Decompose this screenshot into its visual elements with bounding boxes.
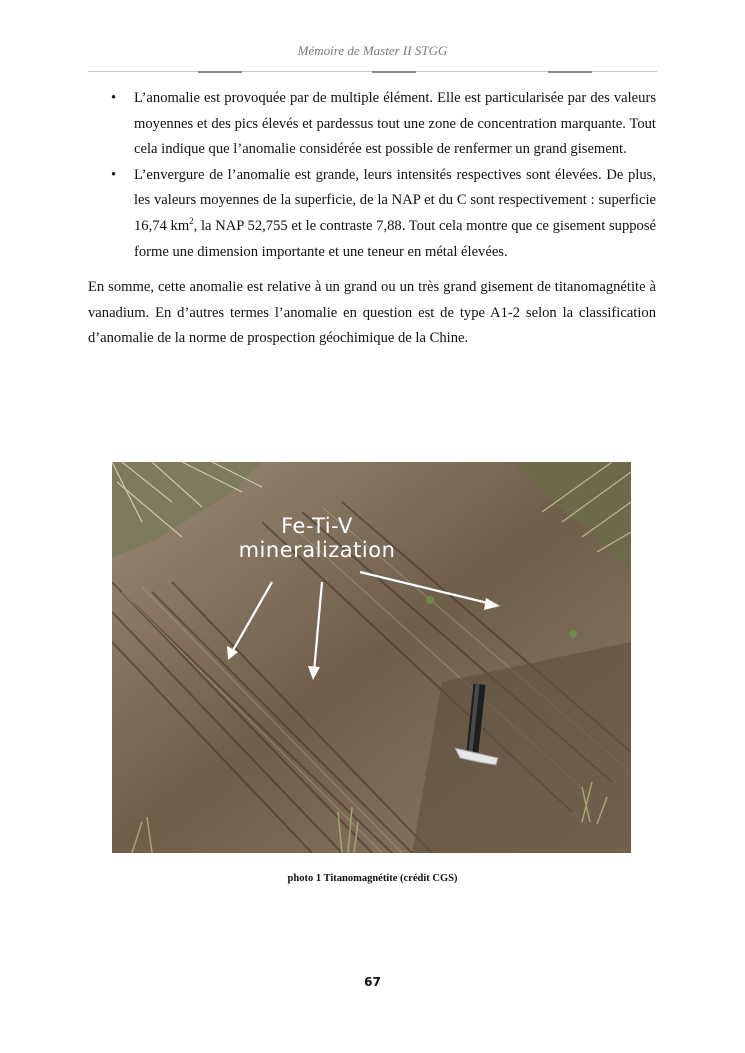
page-number: 67 — [364, 975, 381, 989]
bullet-marker: • — [111, 166, 117, 183]
header-rule-mark — [198, 71, 242, 73]
photo-annotation-label — [232, 514, 402, 562]
bullet-list — [88, 86, 656, 265]
page-body — [88, 86, 656, 352]
bullet-text: L’anomalie est provoquée par de multiple élément. Elle est particularisée par des valeurs moyennes et des pics élevés et pardessus tout une zone de concentration marquante. Tout cela indique que l’anomalie considérée est possible de renfermer un grand gisement. — [134, 90, 656, 158]
photo-label-line1: Fe-Ti-V — [281, 514, 353, 538]
bullet-marker: • — [111, 90, 117, 106]
outcrop-photo — [112, 462, 631, 853]
conclusion-paragraph: En somme, cette anomalie est relative à un grand ou un très grand gisement de titanomagnétite à vanadium. En d’autres termes l’anomalie en question est de type A1-2 selon la classification d’anomalie de la norme de prospection géochimique de la Chine. — [88, 279, 656, 347]
bullet-text-continued: , la NAP 52,755 et le contraste 7,88. Tout cela montre que ce gisement supposé forme une dimension importante et une teneur en métal élevées. — [134, 217, 656, 260]
header-rule-mark — [548, 71, 592, 73]
page-header-title: Mémoire de Master II STGG — [297, 43, 448, 58]
superscript: 2 — [189, 216, 194, 227]
bullet-text: L’envergure de l’anomalie est grande, leurs intensités respectives sont élevées. De plus, les valeurs moyennes de la superficie, de la NAP et du C sont respectivement : superficie 16,74 km — [134, 166, 656, 234]
header-rule-mark — [372, 71, 416, 73]
photo-label-line2: mineralization — [238, 538, 396, 562]
photo-caption: photo 1 Titanomagnétite (crédit CGS) — [287, 873, 458, 884]
bullet-item — [88, 163, 656, 265]
bullet-item — [88, 86, 656, 163]
